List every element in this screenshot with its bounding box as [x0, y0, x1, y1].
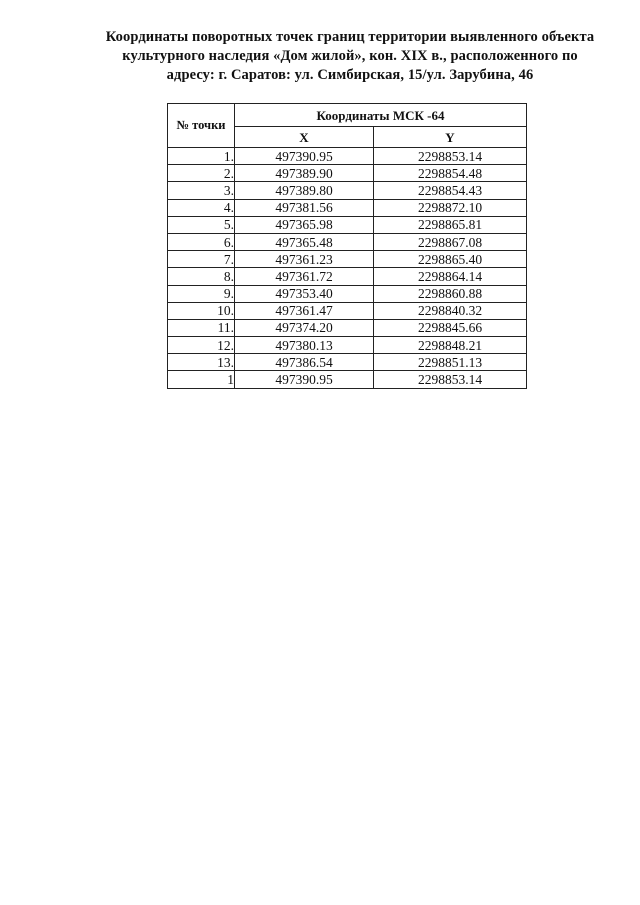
point-number-cell: 13.: [168, 354, 235, 371]
point-number-cell: 1.: [168, 148, 235, 165]
point-number-cell: 7.: [168, 251, 235, 268]
x-coordinate-cell: 497353.40: [235, 285, 374, 302]
y-coordinate-cell: 2298848.21: [374, 337, 527, 354]
x-coordinate-cell: 497390.95: [235, 371, 374, 388]
point-number-header: № точки: [168, 104, 235, 148]
x-coordinate-cell: 497361.47: [235, 302, 374, 319]
point-number-cell: 5.: [168, 216, 235, 233]
y-coordinate-cell: 2298860.88: [374, 285, 527, 302]
x-coordinate-cell: 497386.54: [235, 354, 374, 371]
point-number-cell: 1: [168, 371, 235, 388]
x-column-header: X: [235, 127, 374, 148]
point-number-cell: 11.: [168, 319, 235, 336]
point-number-cell: 12.: [168, 337, 235, 354]
x-coordinate-cell: 497365.98: [235, 216, 374, 233]
point-number-cell: 6.: [168, 233, 235, 250]
x-coordinate-cell: 497374.20: [235, 319, 374, 336]
x-coordinate-cell: 497380.13: [235, 337, 374, 354]
document-title: [70, 28, 630, 85]
point-number-cell: 9.: [168, 285, 235, 302]
table-row: [168, 199, 527, 216]
x-coordinate-cell: 497365.48: [235, 233, 374, 250]
table-row: [168, 371, 527, 388]
table-row: [168, 182, 527, 199]
table-row: [168, 337, 527, 354]
point-number-cell: 8.: [168, 268, 235, 285]
point-number-cell: 3.: [168, 182, 235, 199]
y-coordinate-cell: 2298840.32: [374, 302, 527, 319]
table-row: [168, 165, 527, 182]
y-coordinate-cell: 2298867.08: [374, 233, 527, 250]
table-row: [168, 233, 527, 250]
y-coordinate-cell: 2298865.81: [374, 216, 527, 233]
x-coordinate-cell: 497361.23: [235, 251, 374, 268]
y-coordinate-cell: 2298854.43: [374, 182, 527, 199]
point-number-cell: 10.: [168, 302, 235, 319]
y-coordinate-cell: 2298865.40: [374, 251, 527, 268]
table-row: [168, 148, 527, 165]
y-coordinate-cell: 2298845.66: [374, 319, 527, 336]
table-row: [168, 354, 527, 371]
point-number-cell: 4.: [168, 199, 235, 216]
y-coordinate-cell: 2298854.48: [374, 165, 527, 182]
table-row: [168, 268, 527, 285]
title-line-3: адресу: г. Саратов: ул. Симбирская, 15/ул. Зарубина, 46: [166, 67, 534, 83]
title-line-1: Координаты поворотных точек границ территории выявленного объекта: [105, 29, 595, 45]
y-coordinate-cell: 2298851.13: [374, 354, 527, 371]
table-row: [168, 302, 527, 319]
coordinates-table: [167, 103, 527, 389]
y-coordinate-cell: 2298853.14: [374, 148, 527, 165]
coordinates-group-header: Координаты МСК -64: [235, 104, 527, 127]
table-row: [168, 319, 527, 336]
x-coordinate-cell: 497390.95: [235, 148, 374, 165]
x-coordinate-cell: 497389.90: [235, 165, 374, 182]
table-body: [168, 148, 527, 389]
table-row: [168, 251, 527, 268]
y-coordinate-cell: 2298853.14: [374, 371, 527, 388]
y-coordinate-cell: 2298864.14: [374, 268, 527, 285]
point-number-cell: 2.: [168, 165, 235, 182]
x-coordinate-cell: 497389.80: [235, 182, 374, 199]
x-coordinate-cell: 497361.72: [235, 268, 374, 285]
table-row: [168, 216, 527, 233]
y-coordinate-cell: 2298872.10: [374, 199, 527, 216]
y-column-header: Y: [374, 127, 527, 148]
x-coordinate-cell: 497381.56: [235, 199, 374, 216]
title-line-2: культурного наследия «Дом жилой», кон. XIX в., расположенного по: [122, 48, 578, 64]
table-row: [168, 285, 527, 302]
